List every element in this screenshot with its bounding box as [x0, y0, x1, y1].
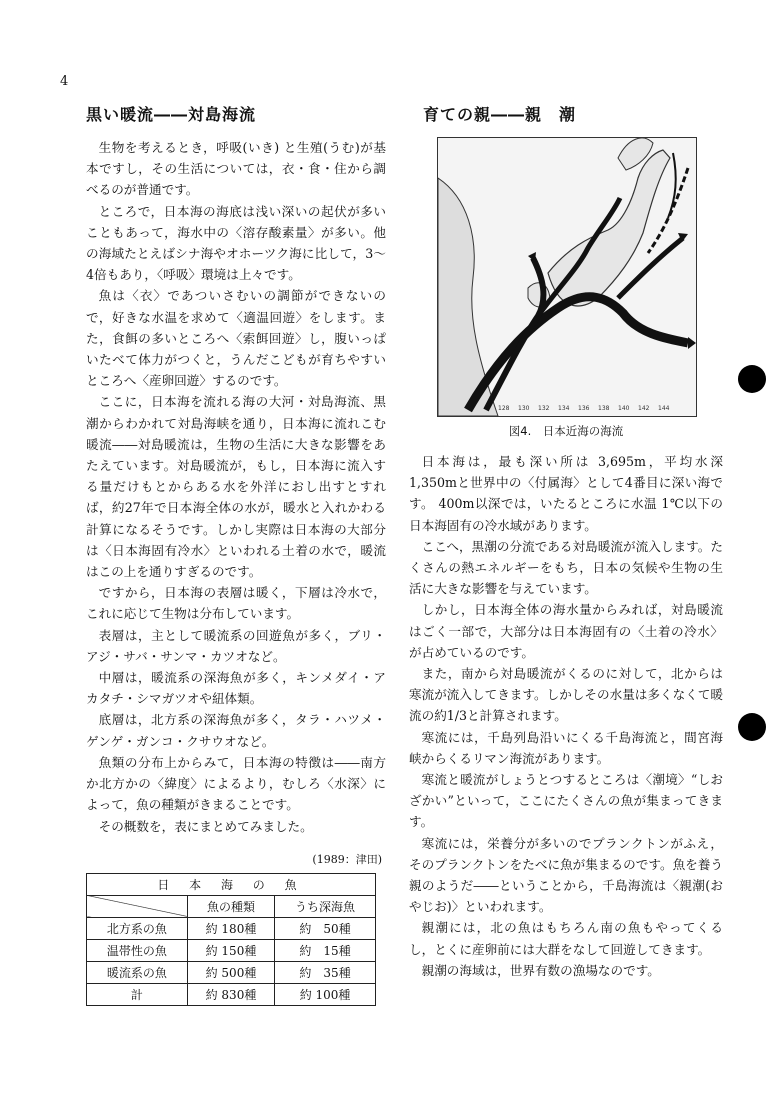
left-paragraph: ですから，日本海の表層は暖く，下層は冷水で，これに応じて生物は分布しています。 [86, 585, 386, 622]
row-species: 約 150種 [187, 939, 274, 961]
table-header-deep: うち深海魚 [275, 895, 376, 917]
right-column [409, 102, 723, 981]
right-paragraph: 寒流には，栄養分が多いのでプランクトンがふえ，そのプランクトンをたべに魚が集まるのです。魚を養う親のようだ――ということから，千島海流は〈親潮(おやじお)〉といわれます。 [409, 835, 723, 915]
map-label: 128 [498, 405, 510, 412]
right-paragraph: また，南から対島暖流がくるのに対して，北からは寒流が流入してきます。しかしその水量は多くなくて暖流の約1/3と計算されます。 [409, 666, 723, 724]
table-row [87, 983, 376, 1005]
left-heading: 黒い暖流――対島海流 [86, 105, 257, 124]
row-label: 温帯性の魚 [87, 939, 188, 961]
right-paragraph: 寒流と暖流がしょうとつするところは〈潮境〉“しおざかい”といって，ここにたくさんの魚が集まってきます。 [409, 772, 723, 830]
row-deep: 約 50種 [275, 917, 376, 939]
left-paragraph: 底層は，北方系の深海魚が多く，タラ・ハツメ・ゲンゲ・ガンコ・クサウオなど。 [86, 712, 386, 749]
row-species: 約 830種 [187, 983, 274, 1005]
row-label: 暖流系の魚 [87, 961, 188, 983]
row-label: 計 [87, 983, 188, 1005]
map-label: 134 [558, 405, 570, 412]
table-title: 日 本 海 の 魚 [87, 873, 376, 895]
ocean-current-map [437, 137, 697, 417]
row-species: 約 500種 [187, 961, 274, 983]
map-label: 132 [538, 405, 550, 412]
map-label: 136 [578, 405, 590, 412]
row-deep: 約 35種 [275, 961, 376, 983]
left-paragraph: 中層は，暖流系の深海魚が多く，キンメダイ・アカタチ・シマガツオや紐体類。 [86, 670, 386, 707]
table-corner [87, 895, 188, 917]
map-label: 140 [618, 405, 630, 412]
left-paragraph: 魚類の分布上からみて，日本海の特徴は――南方か北方かの〈緯度〉によるより，むしろ〈水深〉によって，魚の種類がきまることです。 [86, 754, 386, 813]
right-paragraph: ここへ，黒潮の分流である対島暖流が流入します。たくさんの熱エネルギーをもち，日本の気候や生物の生活に大きな影響を与えています。 [409, 538, 723, 597]
left-paragraph: 魚は〈衣〉であついさむいの調節ができないので，好きな水温を求めて〈適温回遊〉をします。また，食餌の多いところへ〈索餌回遊〉し，腹いっぱいたべて体力がつくと，うんだこどもが育ちやすいところへ〈産卵回遊〉するのです。 [86, 288, 386, 389]
left-paragraph: 表層は，主として暖流系の回遊魚が多く，ブリ・アジ・サバ・サンマ・カツオなど。 [86, 627, 386, 664]
map-label: 144 [658, 405, 670, 412]
left-paragraph: ところで，日本海の海底は浅い深いの起伏が多いこともあって，海水中の〈溶存酸素量〉が多い。他の海域たとえばシナ海やオホーツク海に比して，3～4倍もあり，〈呼吸〉環境は上々です。 [86, 203, 386, 283]
right-heading: 育ての親――親 潮 [423, 105, 577, 124]
map-label: 130 [518, 405, 530, 412]
table-row [87, 939, 376, 961]
right-paragraph: 日本海は，最も深い所は 3,695m，平均水深 1,350mと世界中の〈付属海〉として4番目に深い海です。 400m以深では，いたるところに水温 1℃以下の日本海固有の冷水域があります。 [409, 454, 723, 533]
map-label: 138 [598, 405, 610, 412]
page-number: 4 [60, 74, 69, 89]
row-deep: 約 15種 [275, 939, 376, 961]
figure-caption: 図4. 日本近海の海流 [508, 424, 624, 438]
row-label: 北方系の魚 [87, 917, 188, 939]
right-paragraph: 親潮の海域は，世界有数の漁場なのです。 [421, 962, 660, 978]
right-paragraph: 寒流には，千島列島沿いにくる千島海流と，間宮海峡からくるリマン海流があります。 [409, 729, 723, 766]
table-source: (1989：津田) [312, 852, 382, 866]
fish-table [86, 873, 376, 1006]
binder-hole [738, 365, 766, 393]
table-row [87, 961, 376, 983]
left-paragraph: 生物を考えるとき，呼吸(いき) と生殖(うむ)が基本ですし，その生活については，衣・食・住から調べるのが普通です。 [86, 140, 386, 198]
binder-hole [738, 713, 766, 741]
left-paragraph: ここに，日本海を流れる海の大河・対島海流、黒潮からわかれて対島海峡を通り，日本海に流れこむ暖流――対島暖流は，生物の生活に大きな影響をあたえています。対島暖流が，もし，日本海に流入する量だけもとからある水を外洋におし出すとすれば，約27年で日本海全体の水が，暖水と入れかわる計算になるそうです。しかし実際は日本海の大部分は〈日本海固有冷水〉といわれる土着の水で，暖流はこの上を通りすぎるのです。 [86, 394, 386, 580]
right-paragraph: しかし，日本海全体の海水量からみれば，対島暖流はごく一部で，大部分は日本海固有の〈土着の冷水〉が占めているのです。 [409, 602, 723, 660]
left-paragraph: その概数を，表にまとめてみました。 [98, 818, 313, 834]
map-label: 142 [638, 405, 650, 412]
row-deep: 約 100種 [275, 983, 376, 1005]
left-column [86, 102, 386, 1006]
table-row [87, 917, 376, 939]
row-species: 約 180種 [187, 917, 274, 939]
table-header-species: 魚の種類 [187, 895, 274, 917]
right-paragraph: 親潮には，北の魚はもちろん南の魚もやってくるし，とくに産卵前には大群をなして回遊してきます。 [409, 920, 723, 957]
